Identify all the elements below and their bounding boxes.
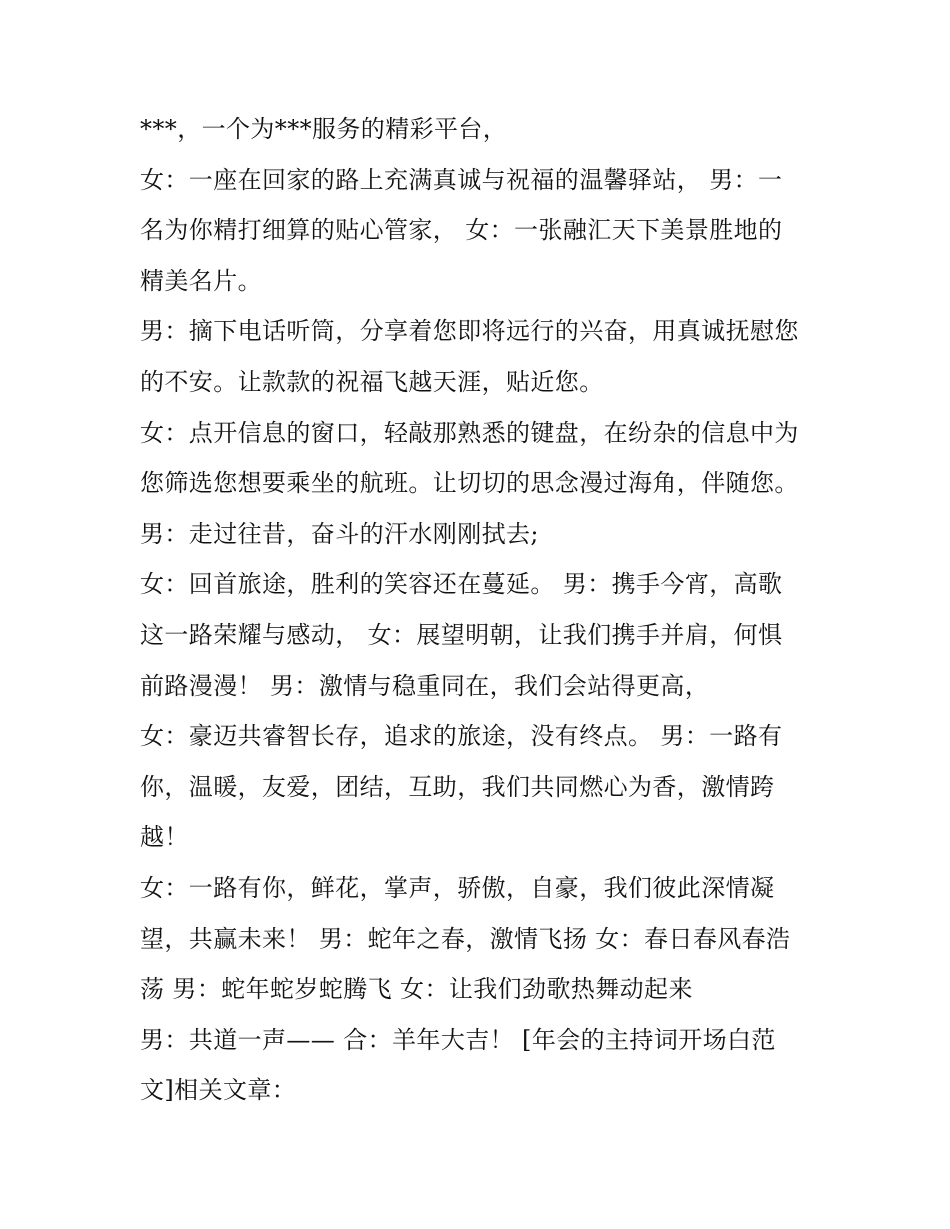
text-line-19: 男：共道一声—— 合：羊年大吉！ [年会的主持词开场白范 [140, 1025, 776, 1054]
text-line-15: 越！ [140, 823, 189, 852]
text-line-16: 女：一路有你，鲜花，掌声，骄傲，自豪，我们彼此深情凝 [140, 873, 775, 902]
text-line-11: 这一路荣耀与感动， 女：展望明朝，让我们携手并肩，何惧 [140, 620, 783, 649]
text-line-9: 男：走过往昔，奋斗的汗水刚刚拭去; [140, 519, 539, 548]
text-line-5: 男：摘下电话听筒，分享着您即将远行的兴奋，用真诚抚慰您 [140, 317, 799, 346]
text-line-1: ***，一个为***服务的精彩平台， [140, 115, 508, 143]
text-line-10: 女：回首旅途，胜利的笑容还在蔓延。 男：携手今宵，高歌 [140, 570, 783, 599]
text-line-8: 您筛选您想要乘坐的航班。让切切的思念漫过海角，伴随您。 [140, 469, 799, 498]
text-line-4: 精美名片。 [140, 266, 262, 295]
document-body [140, 104, 820, 1116]
text-line-18: 荡 男：蛇年蛇岁蛇腾飞 女：让我们劲歌热舞动起来 [140, 975, 693, 1004]
text-line-7: 女：点开信息的窗口，轻敲那熟悉的键盘，在纷杂的信息中为 [140, 418, 799, 447]
text-line-20: 文]相关文章： [140, 1076, 297, 1105]
text-line-13: 女：豪迈共睿智长存，追求的旅途，没有终点。 男：一路有 [140, 722, 783, 751]
text-line-3: 名为你精打细算的贴心管家， 女：一张融汇天下美景胜地的 [140, 216, 783, 245]
text-line-17: 望，共赢未来！ 男：蛇年之春，激情飞扬 女：春日春风春浩 [140, 924, 791, 953]
text-line-2: 女：一座在回家的路上充满真诚与祝福的温馨驿站， 男：一 [140, 165, 783, 194]
text-line-6: 的不安。让款款的祝福飞越天涯，贴近您。 [140, 367, 604, 396]
text-line-12: 前路漫漫！ 男：激情与稳重同在，我们会站得更高， [140, 671, 710, 700]
text-line-14: 你，温暖，友爱，团结，互助，我们共同燃心为香，激情跨 [140, 772, 775, 801]
